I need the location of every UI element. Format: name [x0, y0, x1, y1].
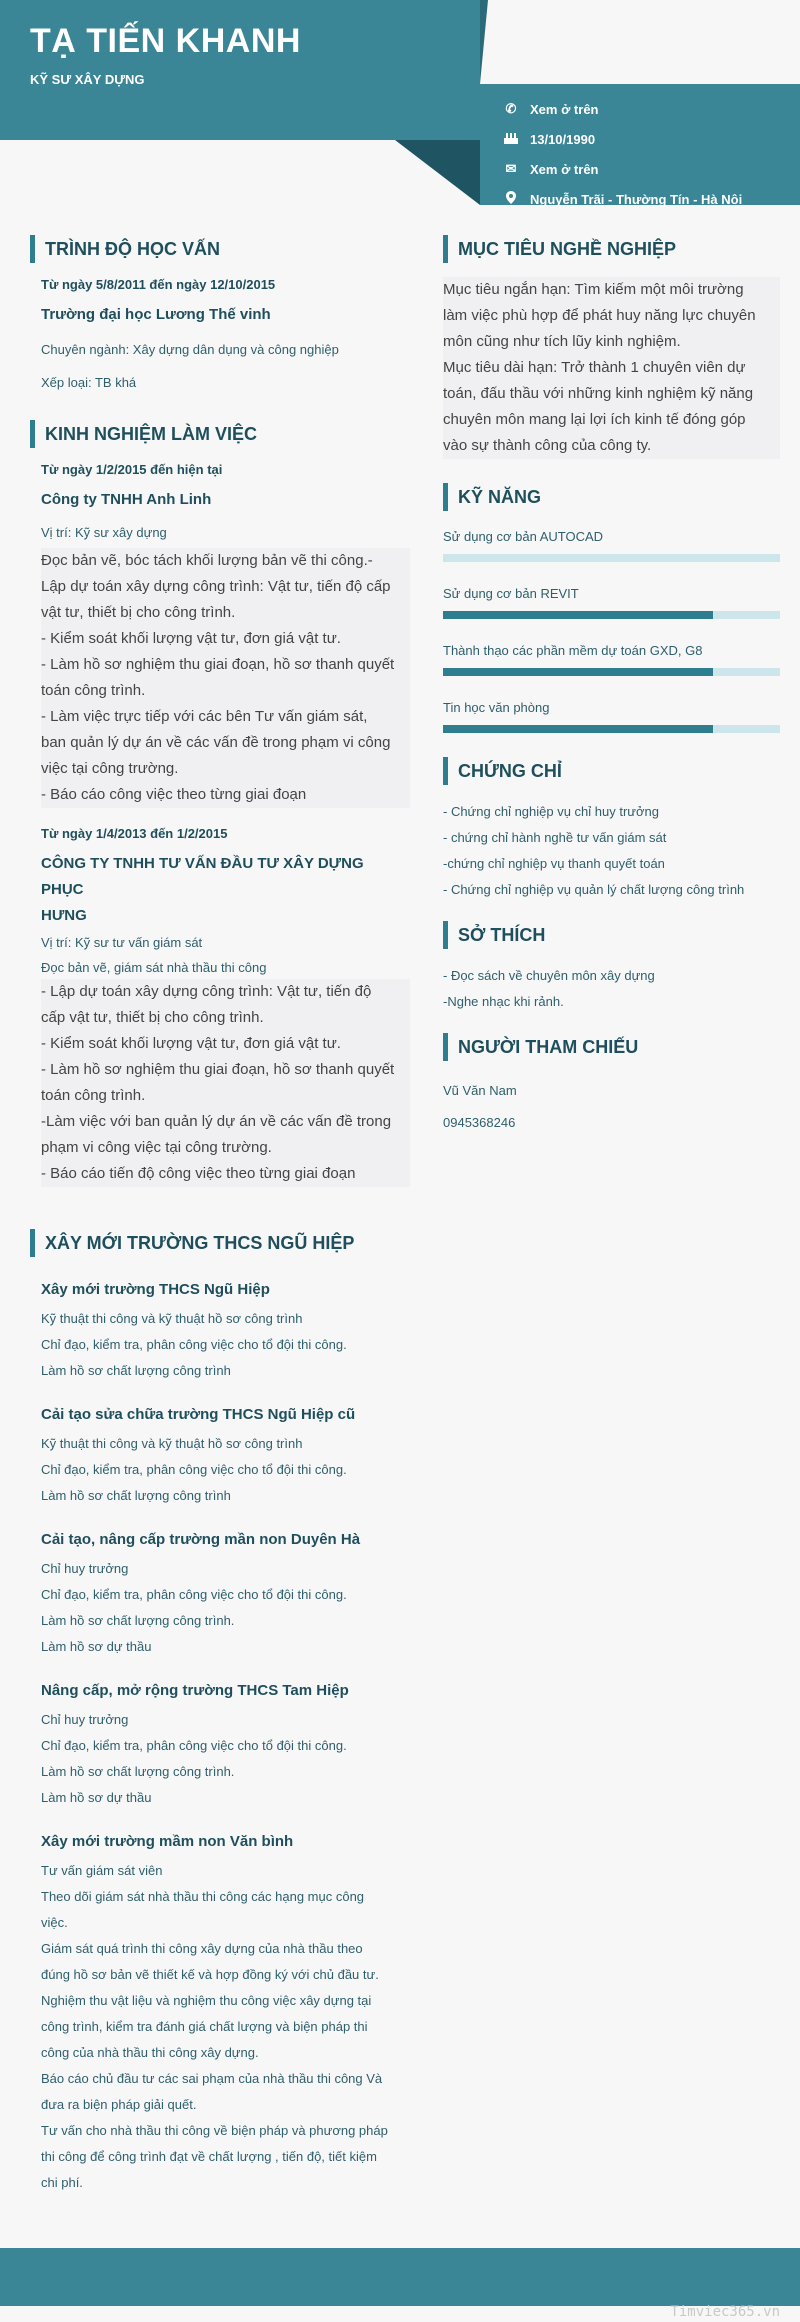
education-grade: Xếp loại: TB khá	[41, 375, 137, 390]
skill-bar	[443, 554, 780, 562]
hobbies-section	[443, 921, 780, 1015]
section-title-objective: MỤC TIÊU NGHỀ NGHIỆP	[443, 235, 780, 263]
job-company: Công ty TNHH Anh Linh	[41, 491, 212, 508]
project-name: Nâng cấp, mở rộng trường THCS Tam Hiệp	[41, 1682, 349, 1699]
objective-section	[443, 235, 780, 459]
references-text: Vũ Văn Nam 0945368246	[443, 1083, 517, 1130]
project-name: Xây mới trường mầm non Văn bình	[41, 1833, 294, 1850]
education-date: Từ ngày 5/8/2011 đến ngày 12/10/2015	[41, 277, 276, 292]
project-item	[30, 1527, 410, 1660]
left-column	[30, 235, 410, 2196]
job-date: Từ ngày 1/2/2015 đến hiện tại	[41, 462, 223, 477]
skill-label: Thành thạo các phần mềm dự toán GXD, G8	[443, 643, 703, 658]
skill-label: Sử dụng cơ bản AUTOCAD	[443, 529, 604, 544]
project-role: Chỉ huy trưởng	[41, 1561, 129, 1576]
birthday-cake-icon	[500, 132, 522, 147]
skill-item	[443, 529, 780, 562]
section-title-education: TRÌNH ĐỘ HỌC VẤN	[30, 235, 410, 263]
job-position: Vị trí: Kỹ sư xây dựng	[41, 525, 167, 540]
job-description: - Lập dự toán xây dựng công trình: Vật tư, tiến độ cấp vật tư, thiết bị cho công trình. - Kiểm soát khối lượng vật tư, đơn giá vật tư. - Làm hồ sơ nghiệm thu giai đoạn, hồ sơ thanh quyết toán công trình. -Làm việc với ban quản lý dự án về các vấn đề trong phạm vi công việc tại công trường. - Báo cáo tiến độ công việc theo từng giai đoạn	[41, 979, 410, 1187]
education-school: Trường đại học Lương Thế vinh	[41, 306, 271, 323]
contact-address	[500, 184, 790, 214]
envelope-icon: ✉	[505, 161, 517, 176]
contact-phone	[500, 94, 790, 124]
project-role: Tư vấn giám sát viên	[41, 1863, 163, 1878]
skills-section	[443, 483, 780, 733]
references-section	[443, 1033, 780, 1139]
objective-text: Mục tiêu ngắn hạn: Tìm kiếm một môi trường làm việc phù hợp để phát huy năng lực chuyên môn cũng như tích lũy kinh nghiệm. Mục tiêu dài hạn: Trở thành 1 chuyên viên dự toán, đấu thầu với những kinh nghiệm kỹ năng chuyên môn mang lại lợi ích kinh tế đóng góp vào sự thành công của công ty.	[443, 277, 780, 459]
project-tasks: Chỉ đạo, kiểm tra, phân công việc cho tổ đội thi công. Làm hồ sơ chất lượng công trình	[41, 1337, 347, 1378]
skill-item	[443, 700, 780, 733]
section-title-experience: KINH NGHIỆM LÀM VIỆC	[30, 420, 410, 448]
contact-phone-text: Xem ở trên	[530, 101, 599, 117]
skill-bar	[443, 611, 780, 619]
skill-label: Sử dụng cơ bản REVIT	[443, 586, 579, 601]
skill-bar-fill	[443, 668, 713, 676]
project-role: Kỹ thuật thi công và kỹ thuật hồ sơ công trình	[41, 1311, 303, 1326]
map-pin-icon	[500, 191, 522, 207]
project-tasks: Theo dõi giám sát nhà thầu thi công các hạng mục công việc. Giám sát quá trình thi công xây dựng của nhà thầu theo đúng hồ sơ bản vẽ thiết kế và hợp đồng ký với chủ đầu tư. Nghiệm thu vật liệu và nghiệm thu công việc xây dựng tại công trình, kiểm tra đánh giá chất lượng và biện pháp thi công của nhà thầu thi công xây dựng. Báo cáo chủ đầu tư các sai phạm của nhà thầu thi công Và đưa ra biện pháp giải quết. Tư vấn cho nhà thầu thi công về biện pháp và phương pháp thi công để công trình đạt về chất lượng , tiến độ, tiết kiệm chi phí.	[41, 1889, 388, 2190]
hobbies-list: - Đọc sách về chuyên môn xây dựng -Nghe nhạc khi rảnh.	[443, 968, 655, 1009]
education-major: Chuyên ngành: Xây dựng dân dụng và công nghiệp	[41, 342, 339, 357]
experience-section	[30, 420, 410, 1187]
skill-item	[443, 643, 780, 676]
project-role: Chỉ huy trưởng	[41, 1712, 129, 1727]
header-band	[0, 0, 480, 140]
project-name: Cải tạo sửa chữa trường THCS Ngũ Hiệp cũ	[41, 1406, 356, 1423]
job-description: Đọc bản vẽ, bóc tách khối lượng bản vẽ thi công.- Lập dự toán xây dựng công trình: Vật tư, tiến độ cấp vật tư, thiết bị cho công trình. - Kiểm soát khối lượng vật tư, đơn giá vật tư. - Làm hồ sơ nghiệm thu giai đoạn, hồ sơ thanh quyết toán công trình. - Làm việc trực tiếp với các bên Tư vấn giám sát, ban quản lý dự án về các vấn đề trong phạm vi công việc tại công trường. - Báo cáo công việc theo từng giai đoạn	[41, 548, 410, 808]
project-item	[30, 1829, 410, 2196]
project-name: Cải tạo, nâng cấp trường mần non Duyên Hà	[41, 1531, 361, 1548]
right-column	[443, 235, 780, 1139]
project-tasks: Chỉ đạo, kiểm tra, phân công việc cho tổ đội thi công. Làm hồ sơ chất lượng công trình. Làm hồ sơ dự thầu	[41, 1738, 347, 1805]
job-date: Từ ngày 1/4/2013 đến 1/2/2015	[41, 826, 228, 841]
skill-bar	[443, 668, 780, 676]
project-name: Xây mới trường THCS Ngũ Hiệp	[41, 1281, 270, 1298]
section-title-projects: XÂY MỚI TRƯỜNG THCS NGŨ HIỆP	[30, 1229, 410, 1257]
skill-bar-fill	[443, 611, 713, 619]
skill-label: Tin học văn phòng	[443, 700, 550, 715]
contact-birthday-text: 13/10/1990	[530, 131, 596, 147]
candidate-name: TẠ TIẾN KHANH	[30, 22, 301, 60]
certificates-list: - Chứng chỉ nghiệp vụ chỉ huy trưởng - chứng chỉ hành nghề tư vấn giám sát -chứng chỉ nghiệp vụ thanh quyết toán - Chứng chỉ nghiệp vụ quản lý chất lượng công trình	[443, 804, 745, 897]
footer-band	[0, 2248, 800, 2306]
contact-list	[500, 94, 790, 214]
section-title-references: NGƯỜI THAM CHIẾU	[443, 1033, 780, 1061]
job-intro: Đọc bản vẽ, giám sát nhà thầu thi công	[41, 960, 267, 975]
projects-section	[30, 1229, 410, 2196]
section-title-certificates: CHỨNG CHỈ	[443, 757, 780, 785]
contact-email-text: Xem ở trên	[530, 161, 599, 177]
project-item	[30, 1678, 410, 1811]
watermark: Timviec365.vn	[670, 2304, 780, 2320]
project-tasks: Chỉ đạo, kiểm tra, phân công việc cho tổ đội thi công. Làm hồ sơ chất lượng công trình	[41, 1462, 347, 1503]
header-fold	[395, 140, 480, 205]
skill-bar-fill	[443, 725, 713, 733]
education-section	[30, 235, 410, 390]
header-shade	[480, 0, 488, 84]
job-company: CÔNG TY TNHH TƯ VẤN ĐẦU TƯ XÂY DỰNG PHỤC HƯNG	[41, 855, 364, 924]
contact-birthday	[500, 124, 790, 154]
project-item	[30, 1402, 410, 1509]
project-item	[30, 1277, 410, 1384]
job-position: Vị trí: Kỹ sư tư vấn giám sát	[41, 935, 203, 950]
section-title-hobbies: SỞ THÍCH	[443, 921, 780, 949]
skill-item	[443, 586, 780, 619]
project-role: Kỹ thuật thi công và kỹ thuật hồ sơ công trình	[41, 1436, 303, 1451]
certificates-section	[443, 757, 780, 903]
project-tasks: Chỉ đạo, kiểm tra, phân công việc cho tổ đội thi công. Làm hồ sơ chất lượng công trình. Làm hồ sơ dự thầu	[41, 1587, 347, 1654]
skill-bar	[443, 725, 780, 733]
section-title-skills: KỸ NĂNG	[443, 483, 780, 511]
candidate-title: KỸ SƯ XÂY DỰNG	[30, 72, 145, 87]
contact-email	[500, 154, 790, 184]
phone-icon: ✆	[505, 101, 517, 116]
contact-address-text: Nguyễn Trãi - Thường Tín - Hà Nội	[530, 191, 743, 207]
